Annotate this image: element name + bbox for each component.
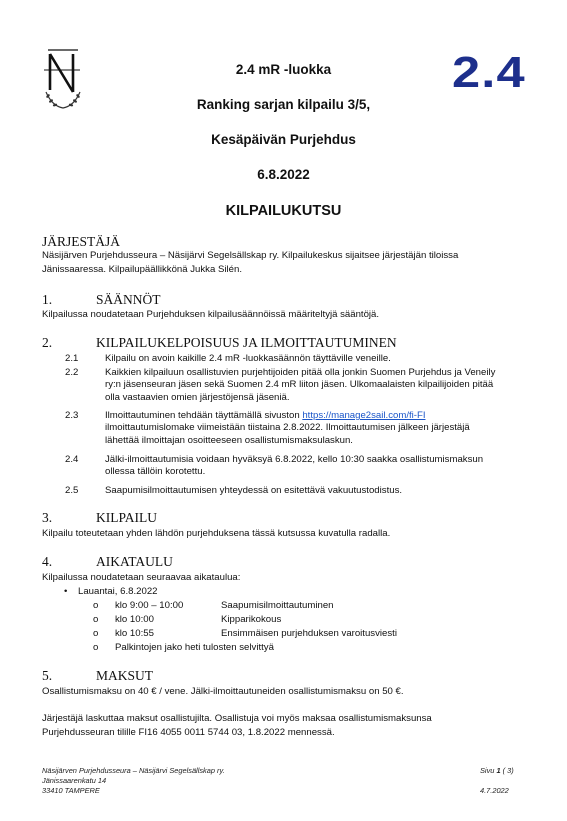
item-number: 2.1 xyxy=(65,353,79,364)
page-number: 1 xyxy=(496,766,501,775)
section-title: MAKSUT xyxy=(96,668,154,683)
footer-address xyxy=(42,766,342,796)
item-text-line: lähettää ilmoittajan osoitteeseen osallistumismaksulaskun. xyxy=(105,434,353,446)
section-number: 1. xyxy=(42,292,53,307)
section-title: KILPAILUKELPOISUUS JA ILMOITTAUTUMINEN xyxy=(96,335,397,350)
item-text-line: ollessa tällöin korotettu. xyxy=(105,466,206,478)
page-total: ( 3) xyxy=(500,766,514,775)
footer-page-number xyxy=(480,766,550,776)
item-text-line xyxy=(105,410,535,422)
section-race-heading xyxy=(42,510,157,526)
section-fees-heading xyxy=(42,668,153,684)
footer-org: Näsijärven Purjehdusseura – Näsijärvi Segelsällskap ry. xyxy=(42,766,225,775)
circle-bullet-icon: o xyxy=(93,628,99,639)
section-number: 2. xyxy=(42,335,53,350)
item-number: 2.5 xyxy=(65,485,79,496)
bullet-icon: • xyxy=(64,586,68,597)
item-text: Ilmoittautuminen tehdään täyttämällä sivuston xyxy=(105,410,303,421)
class-logo-text: 2.4 xyxy=(452,48,526,97)
item-text: Kilpailu on avoin kaikille 2.4 mR -luokkasäännön täyttäville veneille. xyxy=(105,353,391,364)
schedule-intro: Kilpailussa noudatetaan seuraavaa aikataulua: xyxy=(42,572,241,583)
item-text-line: ilmoittautumislomake viimeistään tiistaina 2.8.2022. Ilmoittautumisen jälkeen järjestäjä xyxy=(105,422,470,434)
list-item xyxy=(42,485,542,498)
organizer-line-2: Jänissaaressa. Kilpailupäällikkönä Jukka Silén. xyxy=(42,264,242,275)
item-number: 2.4 xyxy=(65,454,79,465)
item-text-block xyxy=(105,410,535,447)
item-text-block xyxy=(105,454,535,479)
list-item xyxy=(42,410,542,450)
header-date: 6.8.2022 xyxy=(257,167,310,182)
list-item xyxy=(42,454,542,481)
section-number: 4. xyxy=(42,554,53,569)
organizer-heading: JÄRJESTÄJÄ xyxy=(42,234,121,249)
section-eligibility-heading xyxy=(42,335,397,351)
item-text-line: olla vastaavien omien järjestöjensä jäseniä. xyxy=(105,391,290,403)
item-text-block xyxy=(105,367,535,404)
section-title: KILPAILU xyxy=(96,510,158,525)
footer-street: Jänissaarenkatu 14 xyxy=(42,776,107,785)
schedule-awards: Palkintojen jako heti tulosten selvittyä xyxy=(115,642,274,653)
item-text: Saapumisilmoittautumisen yhteydessä on esitettävä vakuutustodistus. xyxy=(105,485,403,496)
header-class: 2.4 mR -luokka xyxy=(235,62,332,77)
circle-bullet-icon: o xyxy=(93,600,99,611)
fees-line-1: Osallistumismaksu on 40 € / vene. Jälki-ilmoittautuneiden osallistumismaksu on 50 €. xyxy=(42,686,404,697)
organizer-line-1: Näsijärven Purjehdusseura – Näsijärvi Segelsällskap ry. Kilpailukeskus sijaitsee järjestäjän tiloissa xyxy=(42,250,459,261)
page-label: Sivu xyxy=(480,766,497,775)
footer-date: 4.7.2022 xyxy=(480,786,509,795)
circle-bullet-icon: o xyxy=(93,642,99,653)
section-rules-text: Kilpailussa noudatetaan Purjehduksen kilpailusäännöissä määriteltyjä sääntöjä. xyxy=(42,309,380,320)
circle-bullet-icon: o xyxy=(93,614,99,625)
list-item xyxy=(42,367,542,407)
section-race-text: Kilpailu toteutetaan yhden lähdön purjehduksena tässä kutsussa kuvatulla radalla. xyxy=(42,528,391,539)
schedule-event: Kipparikokous xyxy=(221,614,282,625)
item-text-line: ry:n jäsenseuran jäsen sekä Suomen 2.4 mR liiton jäsen. Ulkomaalaisten kilpailijoiden pitää xyxy=(105,379,494,391)
schedule-day-label: Lauantai, 6.8.2022 xyxy=(78,586,158,597)
list-item xyxy=(42,353,542,366)
header-event-name: Kesäpäivän Purjehdus xyxy=(211,132,356,147)
schedule-time: klo 9:00 – 10:00 xyxy=(115,600,184,611)
section-title: AIKATAULU xyxy=(96,554,173,569)
schedule-event: Saapumisilmoittautuminen xyxy=(221,600,334,611)
section-number: 3. xyxy=(42,510,53,525)
item-text-line: Kaikkien kilpailuun osallistuvien purjehtijoiden pitää olla jonkin Suomen Purjehdus ja Veneily xyxy=(105,367,496,378)
item-number: 2.3 xyxy=(65,410,79,421)
section-rules-heading xyxy=(42,292,161,308)
item-text-line: Jälki-ilmoittautumisia voidaan hyväksyä 6.8.2022, kello 10:30 saakka osallistumismaksun xyxy=(105,454,484,465)
schedule-event: Ensimmäisen purjehduksen varoitusviesti xyxy=(221,628,397,639)
section-number: 5. xyxy=(42,668,53,683)
item-number: 2.2 xyxy=(65,367,79,378)
section-schedule-heading xyxy=(42,554,173,570)
fees-line-2: Järjestäjä laskuttaa maksut osallistujilta. Osallistuja voi myös maksaa osallistumismaksunsa xyxy=(42,713,432,724)
page-title: KILPAILUKUTSU xyxy=(225,203,342,219)
footer-city: 33410 TAMPERE xyxy=(42,786,100,795)
fees-line-3: Purjehdusseuran tilille FI16 4055 0011 5744 03, 1.8.2022 mennessä. xyxy=(42,727,335,738)
manage2sail-link[interactable]: https://manage2sail.com/fi-FI xyxy=(302,410,426,421)
schedule-day xyxy=(64,586,158,598)
section-title: SÄÄNNÖT xyxy=(96,292,161,307)
header-series: Ranking sarjan kilpailu 3/5, xyxy=(196,97,371,112)
schedule-time: klo 10:00 xyxy=(115,614,154,625)
schedule-time: klo 10:55 xyxy=(115,628,154,639)
